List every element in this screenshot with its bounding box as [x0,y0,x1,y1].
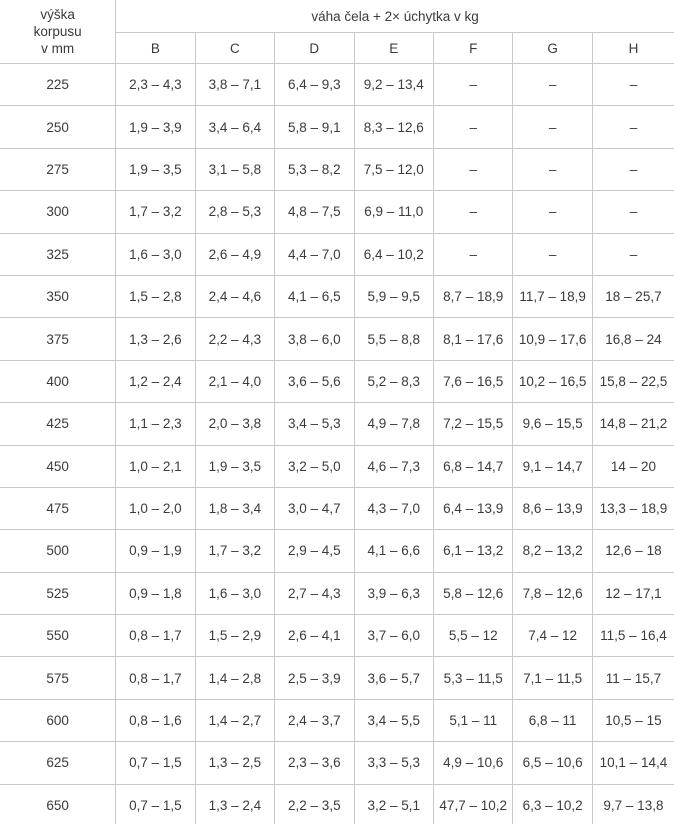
table-row [0,275,674,317]
cell-d: 5,3 – 8,2 [275,148,354,190]
row-size: 575 [0,657,116,699]
corner-header-line1: výška [40,6,75,22]
cell-b: 0,8 – 1,7 [116,615,195,657]
cell-g: 7,1 – 11,5 [513,657,592,699]
cell-h: 14,8 – 21,2 [592,403,674,445]
cell-f: 6,1 – 13,2 [433,530,512,572]
cell-e: 3,2 – 5,1 [354,784,433,824]
cell-g: 9,6 – 15,5 [513,403,592,445]
cell-e: 7,5 – 12,0 [354,148,433,190]
cell-e: 6,4 – 10,2 [354,233,433,275]
cell-g: – [513,64,592,106]
cell-e: 3,7 – 6,0 [354,615,433,657]
table-row [0,487,674,529]
cell-e: 4,6 – 7,3 [354,445,433,487]
cell-d: 5,8 – 9,1 [275,106,354,148]
cell-f: 7,2 – 15,5 [433,403,512,445]
column-header-g: G [513,33,592,64]
cell-d: 6,4 – 9,3 [275,64,354,106]
cell-b: 1,6 – 3,0 [116,233,195,275]
table-row [0,615,674,657]
cell-f: 47,7 – 10,2 [433,784,512,824]
row-size: 625 [0,742,116,784]
cell-b: 1,5 – 2,8 [116,275,195,317]
row-size: 375 [0,318,116,360]
cell-d: 2,9 – 4,5 [275,530,354,572]
cell-e: 3,6 – 5,7 [354,657,433,699]
cell-b: 1,7 – 3,2 [116,191,195,233]
cell-c: 2,8 – 5,3 [195,191,274,233]
cell-d: 3,4 – 5,3 [275,403,354,445]
cell-g: 11,7 – 18,9 [513,275,592,317]
cell-h: 12 – 17,1 [592,572,674,614]
table-row [0,530,674,572]
cell-d: 3,0 – 4,7 [275,487,354,529]
cell-b: 0,9 – 1,8 [116,572,195,614]
cell-e: 3,9 – 6,3 [354,572,433,614]
row-size: 350 [0,275,116,317]
table-row [0,784,674,824]
cell-b: 0,8 – 1,7 [116,657,195,699]
cell-g: 6,3 – 10,2 [513,784,592,824]
cell-e: 5,2 – 8,3 [354,360,433,402]
row-size: 425 [0,403,116,445]
column-header-e: E [354,33,433,64]
cell-f: 8,7 – 18,9 [433,275,512,317]
cell-b: 1,3 – 2,6 [116,318,195,360]
cell-b: 1,1 – 2,3 [116,403,195,445]
cell-g: – [513,233,592,275]
table-row [0,233,674,275]
cell-f: 5,1 – 11 [433,699,512,741]
corner-header-cell [0,0,116,64]
cell-h: – [592,106,674,148]
cell-f: 8,1 – 17,6 [433,318,512,360]
cell-e: 3,4 – 5,5 [354,699,433,741]
column-header-c: C [195,33,274,64]
row-size: 600 [0,699,116,741]
cell-g: 7,8 – 12,6 [513,572,592,614]
cell-h: 18 – 25,7 [592,275,674,317]
cell-g: 8,6 – 13,9 [513,487,592,529]
row-size: 250 [0,106,116,148]
column-header-f: F [433,33,512,64]
row-size: 525 [0,572,116,614]
row-size: 450 [0,445,116,487]
cell-d: 2,2 – 3,5 [275,784,354,824]
cell-f: – [433,148,512,190]
cell-h: 11 – 15,7 [592,657,674,699]
column-header-d: D [275,33,354,64]
cell-c: 3,8 – 7,1 [195,64,274,106]
cell-e: 5,5 – 8,8 [354,318,433,360]
cell-c: 1,6 – 3,0 [195,572,274,614]
row-size: 275 [0,148,116,190]
cell-h: 13,3 – 18,9 [592,487,674,529]
corner-header-line3: v mm [41,41,75,57]
cell-c: 2,0 – 3,8 [195,403,274,445]
cell-e: 4,9 – 7,8 [354,403,433,445]
column-header-h: H [592,33,674,64]
cell-e: 9,2 – 13,4 [354,64,433,106]
table-row [0,403,674,445]
table-row [0,699,674,741]
cell-f: – [433,64,512,106]
cell-f: – [433,233,512,275]
cell-h: 9,7 – 13,8 [592,784,674,824]
cell-h: 11,5 – 16,4 [592,615,674,657]
cell-c: 2,2 – 4,3 [195,318,274,360]
cell-e: 4,1 – 6,6 [354,530,433,572]
cell-e: 5,9 – 9,5 [354,275,433,317]
row-size: 475 [0,487,116,529]
table-row [0,445,674,487]
cell-d: 3,8 – 6,0 [275,318,354,360]
header-row-top [0,0,674,33]
table-row [0,360,674,402]
cell-c: 1,9 – 3,5 [195,445,274,487]
cell-b: 0,7 – 1,5 [116,742,195,784]
cell-e: 4,3 – 7,0 [354,487,433,529]
cell-h: 12,6 – 18 [592,530,674,572]
cell-b: 1,2 – 2,4 [116,360,195,402]
cell-d: 2,6 – 4,1 [275,615,354,657]
cell-f: 5,8 – 12,6 [433,572,512,614]
cell-h: – [592,233,674,275]
cell-b: 1,9 – 3,9 [116,106,195,148]
cell-e: 6,9 – 11,0 [354,191,433,233]
cell-b: 1,9 – 3,5 [116,148,195,190]
cell-h: 15,8 – 22,5 [592,360,674,402]
cell-b: 0,9 – 1,9 [116,530,195,572]
cell-d: 4,1 – 6,5 [275,275,354,317]
group-header-cell: váha čela + 2× úchytka v kg [116,0,674,33]
cell-g: 9,1 – 14,7 [513,445,592,487]
cell-d: 2,4 – 3,7 [275,699,354,741]
table-row [0,657,674,699]
cell-h: 14 – 20 [592,445,674,487]
cell-c: 1,3 – 2,4 [195,784,274,824]
cell-f: – [433,106,512,148]
cell-c: 1,5 – 2,9 [195,615,274,657]
row-size: 325 [0,233,116,275]
cell-g: 6,8 – 11 [513,699,592,741]
cell-h: 10,1 – 14,4 [592,742,674,784]
cell-d: 3,2 – 5,0 [275,445,354,487]
table-row [0,191,674,233]
cell-g: – [513,106,592,148]
row-size: 650 [0,784,116,824]
row-size: 550 [0,615,116,657]
table-row [0,742,674,784]
cell-h: – [592,191,674,233]
corner-header-line2: korpusu [33,23,82,39]
table-row [0,106,674,148]
cell-c: 2,1 – 4,0 [195,360,274,402]
cell-c: 3,1 – 5,8 [195,148,274,190]
cell-d: 2,5 – 3,9 [275,657,354,699]
table-row [0,148,674,190]
cell-f: 7,6 – 16,5 [433,360,512,402]
cell-c: 3,4 – 6,4 [195,106,274,148]
cell-b: 1,0 – 2,0 [116,487,195,529]
row-size: 300 [0,191,116,233]
cell-h: – [592,64,674,106]
cell-d: 3,6 – 5,6 [275,360,354,402]
cell-d: 4,8 – 7,5 [275,191,354,233]
cell-g: 8,2 – 13,2 [513,530,592,572]
table-row [0,572,674,614]
cell-c: 1,3 – 2,5 [195,742,274,784]
cell-h: 10,5 – 15 [592,699,674,741]
cell-c: 1,8 – 3,4 [195,487,274,529]
cell-f: 6,8 – 14,7 [433,445,512,487]
cell-f: 4,9 – 10,6 [433,742,512,784]
cell-g: – [513,148,592,190]
table-body [0,64,674,824]
cell-g: – [513,191,592,233]
cell-b: 0,7 – 1,5 [116,784,195,824]
cell-e: 3,3 – 5,3 [354,742,433,784]
table-row [0,64,674,106]
cell-c: 2,4 – 4,6 [195,275,274,317]
cell-c: 1,4 – 2,8 [195,657,274,699]
cell-h: 16,8 – 24 [592,318,674,360]
row-size: 225 [0,64,116,106]
cell-f: – [433,191,512,233]
row-size: 500 [0,530,116,572]
cell-c: 1,7 – 3,2 [195,530,274,572]
cell-d: 2,7 – 4,3 [275,572,354,614]
cell-b: 2,3 – 4,3 [116,64,195,106]
row-size: 400 [0,360,116,402]
cell-f: 6,4 – 13,9 [433,487,512,529]
cell-g: 10,9 – 17,6 [513,318,592,360]
cell-b: 0,8 – 1,6 [116,699,195,741]
cell-d: 4,4 – 7,0 [275,233,354,275]
cell-b: 1,0 – 2,1 [116,445,195,487]
cell-h: – [592,148,674,190]
cell-e: 8,3 – 12,6 [354,106,433,148]
column-header-b: B [116,33,195,64]
cell-f: 5,5 – 12 [433,615,512,657]
cell-c: 2,6 – 4,9 [195,233,274,275]
table-header [0,0,674,64]
table-row [0,318,674,360]
cell-g: 6,5 – 10,6 [513,742,592,784]
cell-g: 7,4 – 12 [513,615,592,657]
cell-d: 2,3 – 3,6 [275,742,354,784]
cell-f: 5,3 – 11,5 [433,657,512,699]
cell-g: 10,2 – 16,5 [513,360,592,402]
cell-c: 1,4 – 2,7 [195,699,274,741]
